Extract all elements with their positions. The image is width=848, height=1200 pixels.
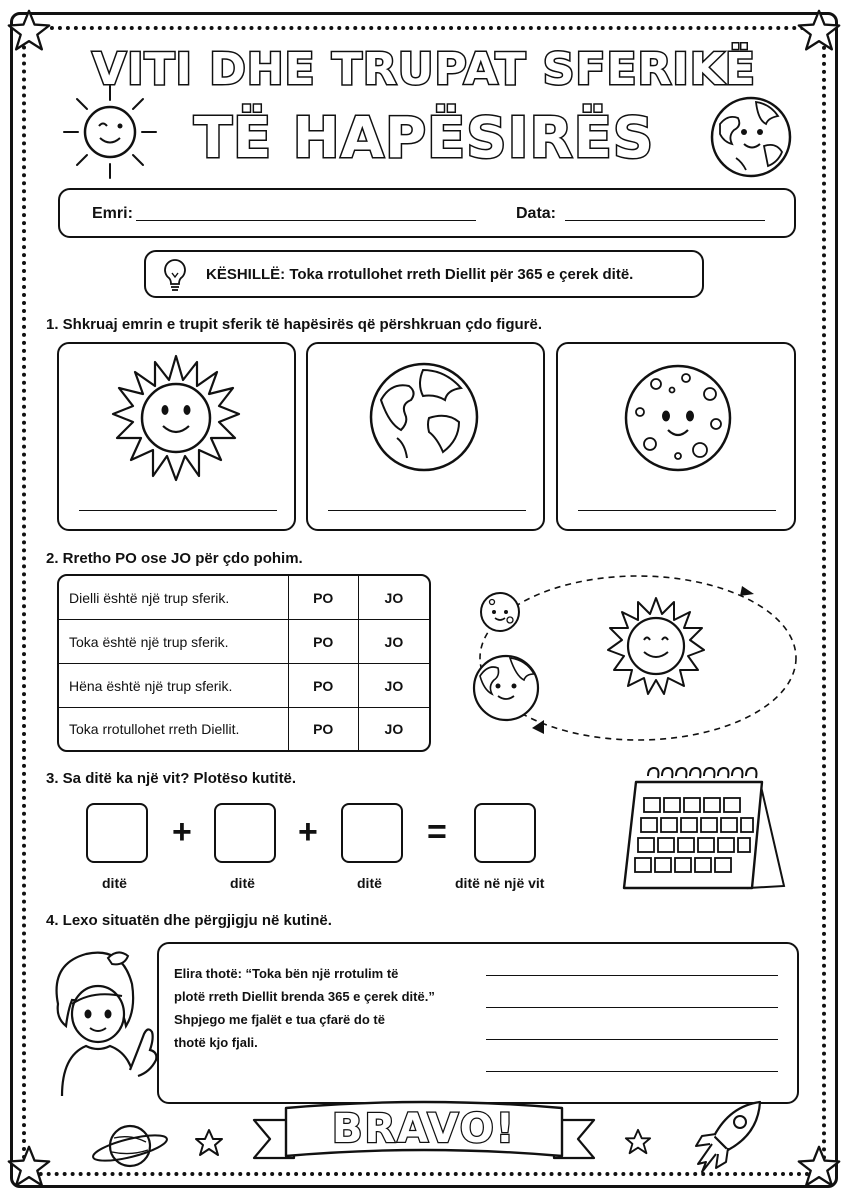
question-1-prompt: 1. Shkruaj emrin e trupit sferik të hapësirës që përshkruan çdo figurë. xyxy=(46,316,542,333)
answer-box-total[interactable] xyxy=(474,803,536,863)
no-option[interactable]: JO xyxy=(384,721,404,738)
statement-2: Toka është një trup sferik. xyxy=(59,620,289,664)
page-subtitle: TË HAPËSIRËS xyxy=(193,106,655,171)
result-unit-label: ditë në një vit xyxy=(455,875,545,891)
moon-icon xyxy=(620,360,736,476)
lightbulb-icon xyxy=(162,257,188,293)
orbit-illustration xyxy=(458,572,804,752)
story-line: thotë kjo fjali. xyxy=(174,1035,258,1050)
answer-line[interactable] xyxy=(486,975,778,976)
question-3-prompt: 3. Sa ditë ka një vit? Plotëso kutitë. xyxy=(46,770,297,787)
table-row xyxy=(59,664,429,708)
statement-1: Dielli është një trup sferik. xyxy=(59,576,289,620)
answer-line[interactable] xyxy=(486,1039,778,1040)
name-date-box xyxy=(58,188,796,238)
date-label: Data: xyxy=(516,205,557,222)
figure-card-sun xyxy=(57,342,296,531)
sun-icon xyxy=(111,354,241,484)
moon-icon xyxy=(481,593,519,631)
story-line: Elira thotë: “Toka bën një rrotulim të xyxy=(174,966,399,981)
date-field[interactable] xyxy=(565,220,765,221)
no-option[interactable]: JO xyxy=(359,620,429,664)
tip-label: KËSHILLË: xyxy=(206,266,286,283)
yes-option[interactable]: PO xyxy=(289,708,359,750)
question-4-prompt: 4. Lexo situatën dhe përgjigju në kutinë. xyxy=(46,912,332,929)
figure-card-moon xyxy=(556,342,796,531)
tip-text xyxy=(206,266,633,283)
arrow-icon xyxy=(532,720,544,734)
table-row xyxy=(59,620,429,664)
calendar-icon xyxy=(612,764,792,896)
page-title: VITI DHE TRUPAT SFERIKË xyxy=(92,44,756,95)
unit-label: ditë xyxy=(102,875,127,891)
story-line: Shpjego me fjalët e tua çfarë do të xyxy=(174,1012,385,1027)
unit-label: ditë xyxy=(230,875,255,891)
answer-line-moon[interactable] xyxy=(578,510,776,511)
tip-box xyxy=(144,250,704,298)
bravo-banner: BRAVO! xyxy=(331,1106,517,1152)
sun-icon xyxy=(608,598,704,694)
unit-label: ditë xyxy=(357,875,382,891)
answer-line[interactable] xyxy=(486,1071,778,1072)
answer-line-sun[interactable] xyxy=(79,510,277,511)
no-option[interactable]: JO xyxy=(359,576,429,620)
yes-option[interactable]: PO xyxy=(289,576,359,620)
name-field[interactable] xyxy=(136,220,476,221)
table-row xyxy=(59,576,429,620)
sun-icon xyxy=(60,82,160,182)
answer-box-1[interactable] xyxy=(86,803,148,863)
no-option[interactable]: JO xyxy=(359,664,429,708)
earth-icon xyxy=(708,94,794,180)
name-label: Emri: xyxy=(92,205,133,222)
answer-line[interactable] xyxy=(486,1007,778,1008)
story-line: plotë rreth Diellit brenda 365 e çerek ditë.” xyxy=(174,989,435,1004)
story-text xyxy=(174,962,435,1054)
statement-3: Hëna është një trup sferik. xyxy=(59,664,289,708)
question-2-prompt: 2. Rretho PO ose JO për çdo pohim. xyxy=(46,550,303,567)
yes-option[interactable]: PO xyxy=(289,664,359,708)
arrow-icon xyxy=(740,586,754,596)
true-false-table xyxy=(57,574,431,752)
answer-box-3[interactable] xyxy=(341,803,403,863)
earth-icon xyxy=(474,656,538,720)
figure-card-earth xyxy=(306,342,545,531)
answer-line-earth[interactable] xyxy=(328,510,526,511)
yes-option[interactable]: PO xyxy=(289,620,359,664)
statement-4: Toka rrotullohet rreth Diellit. xyxy=(59,708,289,750)
equals-sign: = xyxy=(427,813,447,851)
plus-sign: + xyxy=(172,813,192,851)
answer-box-2[interactable] xyxy=(214,803,276,863)
tip-body: Toka rrotullohet rreth Diellit për 365 e çerek ditë. xyxy=(289,266,634,283)
earth-icon xyxy=(367,360,481,474)
plus-sign: + xyxy=(298,813,318,851)
table-row xyxy=(59,708,429,750)
girl-illustration xyxy=(38,944,164,1096)
